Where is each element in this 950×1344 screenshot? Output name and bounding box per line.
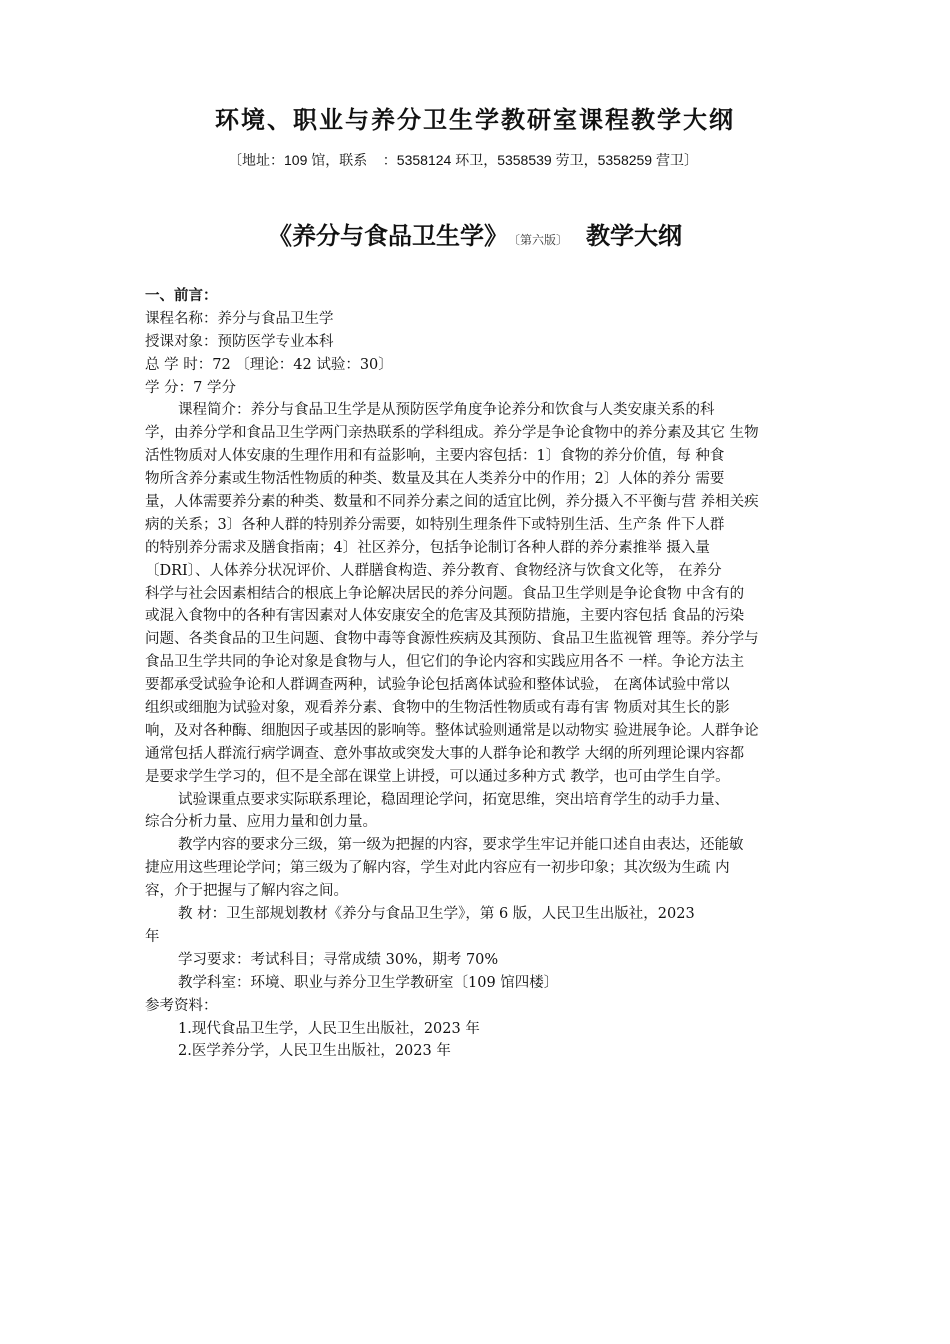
text-line: 活性物质对人体安康的生理作用和有益影响，主要内容包括：1〕食物的养分价值，每 种食 <box>145 448 725 465</box>
text-line: 年 <box>145 928 160 945</box>
text-line: 授课对象：预防医学专业本科 <box>145 333 334 350</box>
text-line: 捷应用这些理论学问；第三级为了解内容，学生对此内容应有一初步印象；其次级为生疏 内 <box>145 860 730 877</box>
text-line: 参考资料： <box>145 997 218 1014</box>
text-line: 科学与社会因素相结合的根底上争论解决居民的养分问题。食品卫生学则是争论食物 中含有的 <box>145 585 745 602</box>
course-title <box>0 216 950 251</box>
text-line: 2.医学养分学，人民卫生出版社，2023 年 <box>178 1043 451 1060</box>
text-line: 教学内容的要求分三级，第一级为把握的内容，要求学生牢记并能口述自由表达，还能敏 <box>178 837 744 854</box>
text-line: 试验课重点要求实际联系理论，稳固理论学问，拓宽思维，突出培育学生的动手力量、 <box>178 791 729 808</box>
text-line: 物所含养分素或生物活性物质的种类、数量及其在人类养分中的作用；2〕人体的养分 需要 <box>145 471 725 488</box>
text-line: 一、前言： <box>145 288 218 304</box>
edition-label: 〔第六版〕 <box>513 233 568 247</box>
text-line: 教 材：卫生部规划教材《养分与食品卫生学》，第 6 版，人民卫生出版社，2023 <box>178 906 695 923</box>
text-line: 学 分：7 学分 <box>145 379 236 396</box>
text-line: 组织或细胞为试验对象，观看养分素、食物中的生物活性物质或有毒有害 物质对其生长的影 <box>145 700 730 717</box>
text-line: 总 学 时：72 〔理论：42 试验：30〕 <box>145 356 393 373</box>
text-line: 是要求学生学习的，但不是全部在课堂上讲授，可以通过多种方式 教学，也可由学生自学。 <box>145 768 730 785</box>
text-line: 食品卫生学共同的争论对象是食物与人，但它们的争论内容和实践应用各不 一样。争论方法主 <box>145 654 745 671</box>
document-title: 环境、职业与养分卫生学教研室课程教学大纲 <box>215 106 735 134</box>
text-line: 通常包括人群流行病学调查、意外事故或突发大事的人群争论和教学 大纲的所列理论课内容都 <box>145 745 745 762</box>
text-line: 学，由养分学和食品卫生学两门亲热联系的学科组成。养分学是争论食物中的养分素及其它 生物 <box>145 425 759 442</box>
text-line: 问题、各类食品的卫生问题、食物中毒等食源性疾病及其预防、食品卫生监视管 理等。养分学与 <box>145 631 759 648</box>
course-title-suffix: 教学大纲 <box>586 222 682 250</box>
text-line: 响，及对各种酶、细胞因子或基因的影响等。整体试验则通常是以动物实 验进展争论。人群争论 <box>145 722 759 739</box>
text-line: 容，介于把握与了解内容之间。 <box>145 883 348 900</box>
course-name: 《养分与食品卫生学》 <box>267 222 508 250</box>
text-line: 的特别养分需求及膳食指南；4〕社区养分，包括争论制订各种人群的养分素推举 摄入量 <box>145 539 710 556</box>
text-line: 课程名称：养分与食品卫生学 <box>145 310 334 327</box>
document-body <box>145 285 815 1063</box>
text-line: 病的关系；3〕各种人群的特别养分需要，如特别生理条件下或特别生活、生产条 件下人群 <box>145 516 725 533</box>
text-line: 1.现代食品卫生学，人民卫生出版社，2023 年 <box>178 1020 480 1037</box>
address-line: 〔地址：109 馆，联系 ：5358124 环卫，5358539 劳卫，5358259 营卫〕 <box>228 152 698 168</box>
text-line: 课程简介：养分与食品卫生学是从预防医学角度争论养分和饮食与人类安康关系的科 <box>178 402 715 419</box>
text-line: 量，人体需要养分素的种类、数量和不同养分素之间的适宜比例，养分摄入不平衡与营 养相关疾 <box>145 494 759 511</box>
text-line: 综合分析力量、应用力量和创力量。 <box>145 814 377 831</box>
text-line: 〔DRI〕、人体养分状况评价、人群膳食构造、养分教育、食物经济与饮食文化等， 在养分 <box>145 562 722 579</box>
text-line: 教学科室：环境、职业与养分卫生学教研室〔109 馆四楼〕 <box>178 974 559 991</box>
text-line: 要都承受试验争论和人群调查两种，试验争论包括离体试验和整体试验， 在离体试验中常以 <box>145 677 730 694</box>
text-line: 或混入食物中的各种有害因素对人体安康安全的危害及其预防措施，主要内容包括 食品的污染 <box>145 608 745 625</box>
text-line: 学习要求：考试科目；寻常成绩 30%，期考 70% <box>178 951 499 968</box>
